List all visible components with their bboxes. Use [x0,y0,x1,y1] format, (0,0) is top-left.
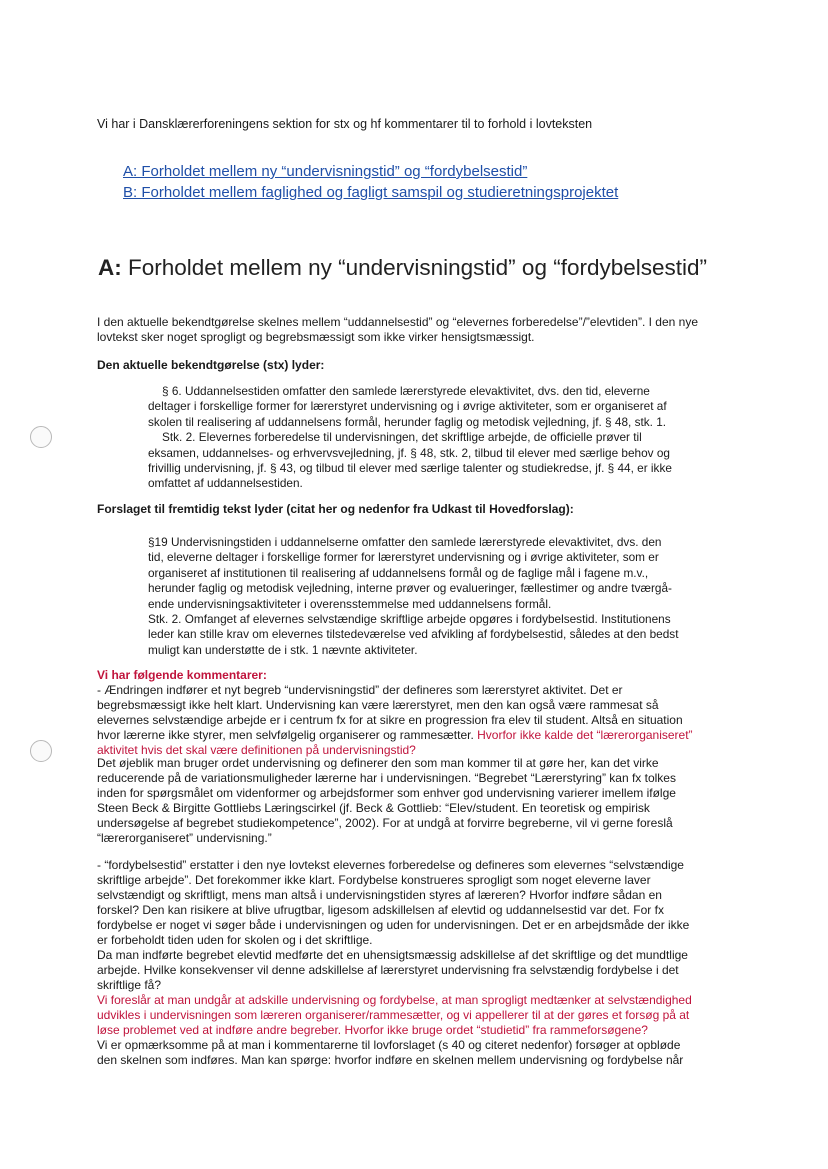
text-black: hvor lærerne ikke styrer, men selvfølgelig organiserer og rammesætter. [97,728,478,742]
text-line: skriftlige få? [97,978,162,992]
text-line: er forbeholdt tiden uden for skolen og i det skriftlige. [97,933,373,947]
comment-2 [97,756,676,846]
text-line-red: Vi foreslår at man undgår at adskille undervisning og fordybelse, at man sprogligt medtænker at selvstændighed [97,993,692,1007]
quote-line: skolen til realisering af uddannelsens formål, herunder faglig og metodisk vejledning, jf. § 48, stk. 1. [148,414,667,429]
section-heading-prefix: A: [98,255,122,280]
quote-line: frivillig undervisning, jf. § 43, og tilbud til elever med særlige talenter og studiekredse, jf. § 44, er ikke [148,461,672,476]
text-line-red: aktivitet hvis det skal være definitionen på undervisningstid? [97,743,416,757]
text-line: elevernes selvstændige arbejde er i centrum fx for at sikre en progression fra elev til student. Altså en situation [97,713,683,727]
quote-proposal [148,535,678,658]
text-line: den skelnen som indføres. Man kan spørge: hvorfor indføre en skelnen mellem undervisning og fordybelse når [97,1053,684,1067]
quote-line: tid, eleverne deltager i forskellige former for lærerstyret undervisning og i øvrige aktiviteter, som er [148,550,659,565]
comment-3 [97,858,692,1068]
quote-line: herunder faglig og metodisk vejledning, interne prøver og evalueringer, fællestimer og andre tværgå- [148,581,672,596]
section-heading [98,255,707,281]
quote-line: Stk. 2. Elevernes forberedelse til undervisningen, det skriftlige arbejde, de officielle prøver til [162,430,642,445]
text-line: forskel? Den kan risikere at blive ufrugtbar, ligesom adskillelsen af elevtid og uddannelsestid var det. For fx [97,903,664,917]
quote-line: § 6. Uddannelsestiden omfatter den samlede lærerstyrede elevaktivitet, dvs. den tid, eleverne [162,384,650,398]
text-red: Hvorfor ikke kalde det “lærerorganiseret” [477,728,693,742]
text-line: begrebsmæssigt ikke helt klart. Undervisning kan være lærerstyret, men den kan også være rammesat så [97,698,659,712]
quote-line: deltager i forskellige former for lærerstyret undervisning og i øvrige aktiviteter, som er organiseret af [148,399,667,414]
text-line-red: løse problemet ved at indføre andre begreber. Hvorfor ikke bruge ordet “studietid” fra rammeforsøgene? [97,1023,648,1037]
paragraph-intro [97,315,698,345]
text-line: undersøgelse af begrebet studiekompetence”, 2002). For at undgå at forvirre begreberne, vil vi gerne foreslå [97,816,673,830]
quote-line: muligt kan understøtte de i stk. 1 nævnte aktiviteter. [148,642,418,657]
toc-link-a[interactable]: A: Forholdet mellem ny “undervisningstid” og “fordybelsestid” [123,163,528,180]
text-line: - Ændringen indfører et nyt begreb “undervisningstid” der defineres som lærerstyret aktivitet. Det er [97,683,623,697]
quote-line: omfattet af uddannelsestiden. [148,476,303,491]
text-line-mixed [97,728,693,743]
text-line: fordybelse er noget vi søger både i undervisningen og uden for undervisningen. Det er en arbejdsmåde der ikke [97,918,690,932]
text-line: lovtekst sker noget sprogligt og begrebsmæssigt som ikke virker hensigtsmæssigt. [97,330,535,344]
text-line: “lærerorganiseret” undervisning.” [97,831,272,845]
text-line: Steen Beck & Birgitte Gottliebs Læringscirkel (jf. Beck & Gottlieb: “Elev/student. En teoretisk og empirisk [97,801,650,815]
text-line: Vi er opmærksomme på at man i kommentarerne til lovforslaget (s 40 og citeret nedenfor) forsøger at opbløde [97,1038,681,1052]
quote-line: leder kan stille krav om elevernes tilstedeværelse ved afvikling af fordybelsestid, således at den bedst [148,627,679,642]
comments-heading: Vi har følgende kommentarer: [97,668,267,682]
subheading-proposal: Forslaget til fremtidig tekst lyder (citat her og nedenfor fra Udkast til Hovedforslag): [97,502,574,516]
text-line: skriftlige arbejde”. Det forekommer ikke klart. Fordybelse konstrueres sprogligt som noget eleverne laver [97,873,651,887]
toc-link-b[interactable]: B: Forholdet mellem faglighed og fagligt samspil og studieretningsprojektet [123,184,619,201]
quote-current-law [148,384,672,492]
text-line: arbejde. Hvilke konsekvenser vil denne adskillelse af lærerstyret undervisning fra selvstændig fordybelse i det [97,963,679,977]
quote-line: organiseret af institutionen til realisering af uddannelsens formål og de faglige mål i fagene m.v., [148,565,649,580]
section-heading-text: Forholdet mellem ny “undervisningstid” og “fordybelsestid” [128,255,708,280]
text-line: inden for spørgsmålet om videnformer og arbejdsformer som enhver god undervisning varierer imellem ifølge [97,786,676,800]
subheading-current: Den aktuelle bekendtgørelse (stx) lyder: [97,358,325,372]
text-line: Det øjeblik man bruger ordet undervisning og definerer den som man kommer til at gøre her, kan det virke [97,756,659,770]
text-line: Da man indførte begrebet elevtid medførte det en uhensigtsmæssig adskillelse af det skriftlige og det mundtlige [97,948,688,962]
punch-hole [30,740,52,762]
text-line: reducerende på de variationsmuligheder lærerne har i undervisningen. “Begrebet “Lærerstyring” kan fx tolkes [97,771,676,785]
text-line: selvstændigt og skriftligt, mens man altså i undervisningstiden styres af læreren? Hvorfor indføre sådan en [97,888,662,902]
quote-line: eksamen, uddannelses- og erhvervsvejledning, jf. § 48, stk. 2, tilbud til elever med særlige behov og [148,445,670,460]
quote-line: ende undervisningsaktiviteter i overensstemmelse med uddannelsens formål. [148,596,552,611]
quote-line: §19 Undervisningstiden i uddannelserne omfatter den samlede lærerstyrede elevaktivitet, dvs. den [148,535,662,549]
text-line: - “fordybelsestid” erstatter i den nye lovtekst elevernes forberedelse og defineres som elevernes “selvstændige [97,858,684,872]
comment-1 [97,683,693,758]
quote-line: Stk. 2. Omfanget af elevernes selvstændige skriftlige arbejde opgøres i fordybelsestid. Institutionens [148,612,671,627]
text-line: I den aktuelle bekendtgørelse skelnes mellem “uddannelsestid” og “elevernes forberedelse”/”elevtiden”. I den nye [97,315,699,329]
punch-hole [30,426,52,448]
text-line-red: udvikles i undervisningen som læreren organiserer/rammesætter, og vi appellerer til at der gøres et forsøg på at [97,1008,690,1022]
intro-text: Vi har i Dansklærerforeningens sektion for stx og hf kommentarer til to forhold i lovteksten [97,117,593,131]
